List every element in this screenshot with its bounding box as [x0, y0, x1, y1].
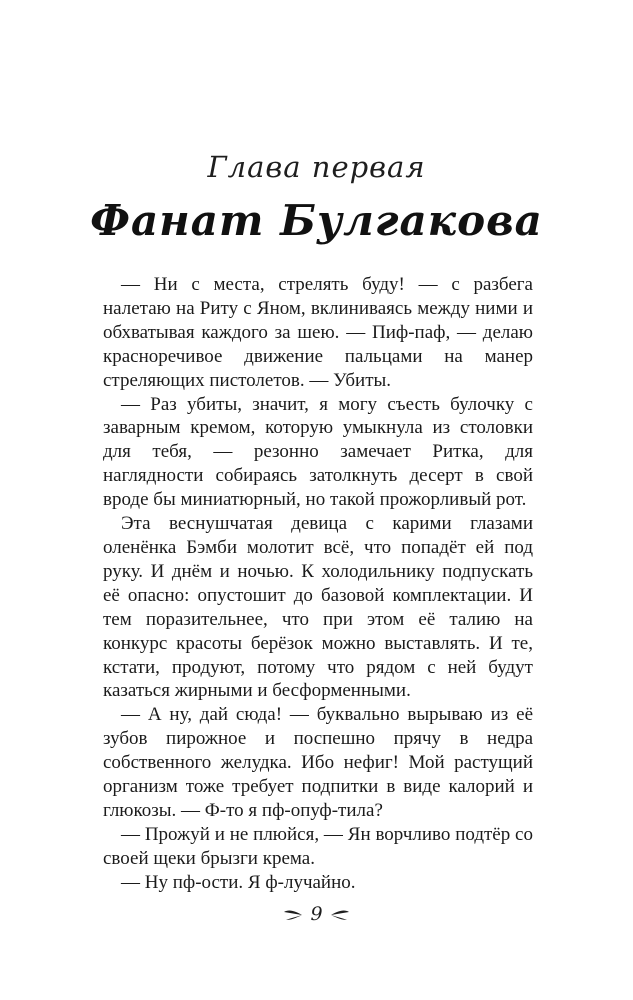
paragraph: — Ну пф-ости. Я ф-лучайно. [121, 871, 356, 893]
paragraph: Эта веснушчатая девица с карими глазами оленёнка Бэмби молотит всё, что попадёт ей под руку. И днём и ночью. К холодильнику подпускать её опасно: опустошит до базовой комплектации. И тем поразительнее, что при этом её талию на конкурс красоты берёзок можно выставлять. И те, кстати, продуют, потому что рядом с ней будут казаться жирными и бесформенными. [103, 513, 533, 702]
chapter-label: Глава первая [207, 150, 426, 184]
page-number: 9 [310, 903, 323, 925]
paragraph: — Прожуй и не плюйся, — Ян ворчливо подтёр со своей щеки брызги крема. [103, 823, 533, 869]
paragraph: — А ну, дай сюда! — буквально вырываю из её зубов пирожное и поспешно прячу в недра собственного желудка. Ибо нефиг! Мой растущий организм тоже требует подпитки в виде калорий и глюкозы. — Ф-то я пф-опуф-тила? [103, 704, 533, 821]
body-text [103, 273, 533, 895]
paragraph: — Раз убиты, значит, я могу съесть булочку с заварным кремом, которую умыкнула из столовки для тебя, — резонно замечает Ритка, для наглядности собираясь затолкнуть десерт в свой вроде бы миниатюрный, но такой прожорливый рот. [103, 393, 533, 511]
chapter-title: Фанат Булгакова [90, 196, 543, 245]
paragraph: — Ни с места, стрелять буду! — с разбега налетаю на Риту с Яном, вклиниваясь между ними и обхватывая каждого за шею. — Пиф-паф, — делаю красноречивое движение пальцами на манер стреляющих пистолетов. — Убиты. [103, 274, 533, 391]
page-folio [0, 905, 633, 924]
leaf-ornament-right-icon [329, 908, 351, 922]
leaf-ornament-left-icon [282, 908, 304, 922]
